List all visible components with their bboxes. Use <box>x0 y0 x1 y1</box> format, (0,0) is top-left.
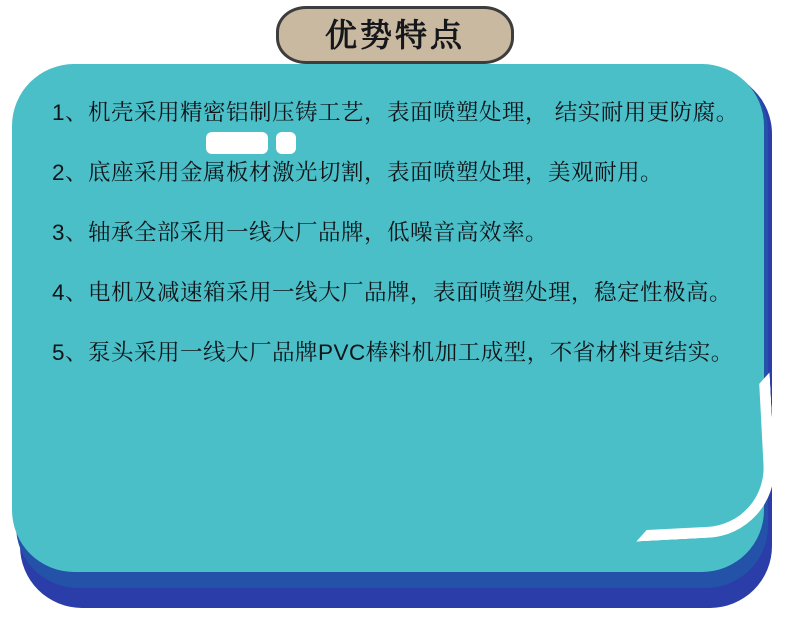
list-item: 4、电机及减速箱采用一线大厂品牌，表面喷塑处理，稳定性极高。 <box>52 280 733 305</box>
list-item: 3、轴承全部采用一线大厂品牌，低噪音高效率。 <box>52 220 549 245</box>
feature-list <box>52 96 742 370</box>
page-title: 优势特点 <box>324 17 465 53</box>
title-banner <box>276 6 514 64</box>
list-item: 1、机壳采用精密铝制压铸工艺，表面喷塑处理， 结实耐用更防腐。 <box>52 100 739 125</box>
list-item: 5、泵头采用一线大厂品牌PVC棒料机加工成型，不省材料更结实。 <box>52 340 734 365</box>
list-item: 2、底座采用金属板材激光切割，表面喷塑处理，美观耐用。 <box>52 160 664 185</box>
